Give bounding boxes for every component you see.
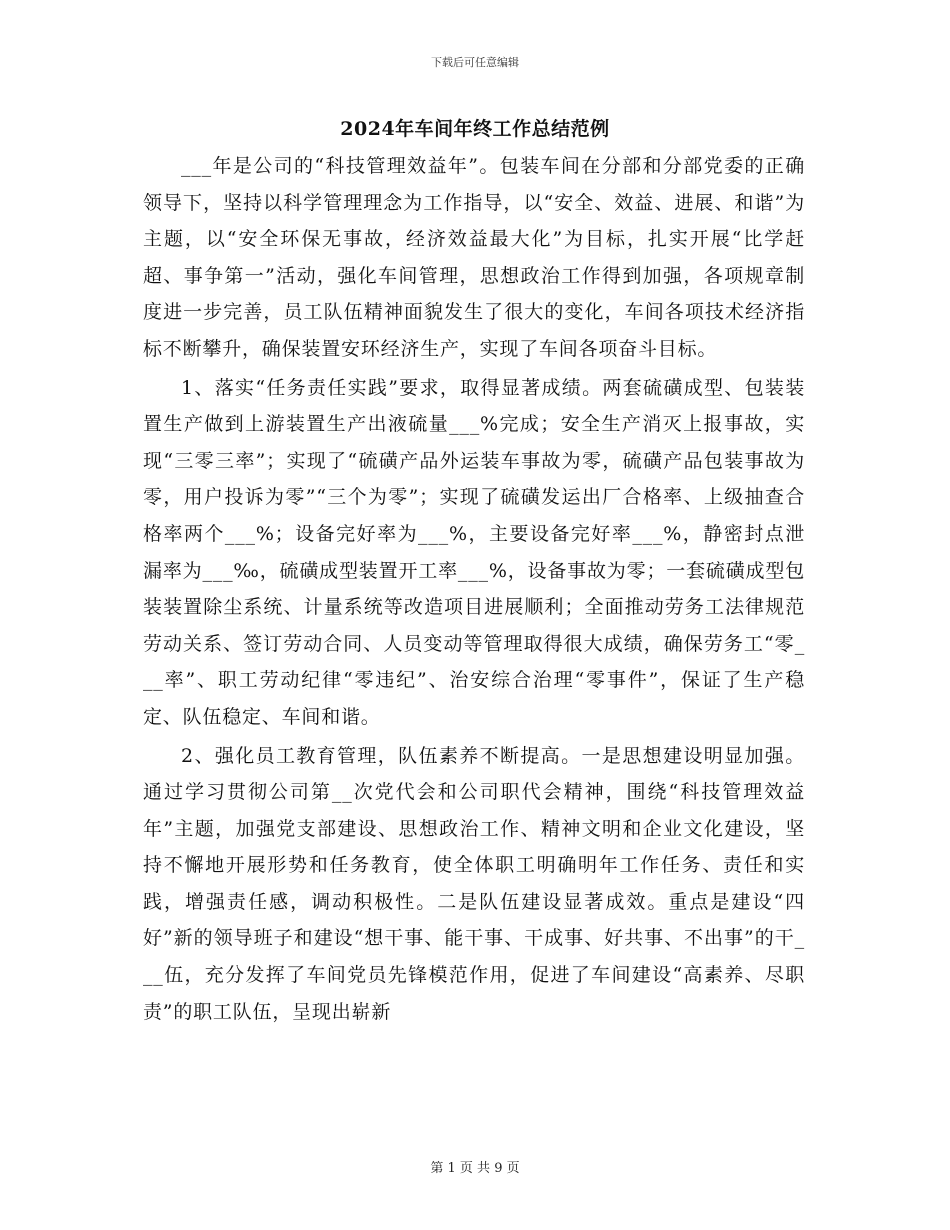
paragraph-section-1: 1、落实“任务责任实践”要求，取得显著成绩。两套硫磺成型、包装装置生产做到上游装置生产出液硫量___%完成；安全生产消灭上报事故，实现“三零三率”；实现了“硫磺产品外运装车事故为零，硫磺产品包装事故为零，用户投诉为零”“三个为零”；实现了硫磺发运出厂合格率、上级抽查合格率两个___%；设备完好率为___%，主要设备完好率___%，静密封点泄漏率为___‰，硫磺成型装置开工率___%，设备事故为零；一套硫磺成型包装装置除尘系统、计量系统等改造项目进展顺利；全面推动劳务工法律规范劳动关系、签订劳动合同、人员变动等管理取得很大成绩，确保劳务工“零___率”、职工劳动纪律“零违纪”、治安综合治理“零事件”，保证了生产稳定、队伍稳定、车间和谐。 [143, 376, 805, 728]
paragraph-intro: ___年是公司的“科技管理效益年”。包装车间在分部和分部党委的正确领导下，坚持以科学管理理念为工作指导，以“安全、效益、进展、和谐”为主题，以“安全环保无事故，经济效益最大化”为目标，扎实开展“比学赶超、事争第一”活动，强化车间管理，思想政治工作得到加强，各项规章制度进一步完善，员工队伍精神面貌发生了很大的变化，车间各项技术经济指标不断攀升，确保装置安环经济生产，实现了车间各项奋斗目标。 [143, 155, 805, 360]
document-body [143, 148, 805, 1032]
page-number: 第 1 页 共 9 页 [430, 1161, 520, 1176]
header-note: 下载后可任意编辑 [431, 56, 519, 69]
document-title: 2024年车间年终工作总结范例 [340, 118, 610, 140]
paragraph-section-2: 2、强化员工教育管理，队伍素养不断提高。一是思想建设明显加强。通过学习贯彻公司第__次党代会和公司职代会精神，围绕“科技管理效益年”主题，加强党支部建设、思想政治工作、精神文明和企业文化建设，坚持不懈地开展形势和任务教育，使全体职工明确明年工作任务、责任和实践，增强责任感，调动积极性。二是队伍建设显著成效。重点是建设“四好”新的领导班子和建设“想干事、能干事、干成事、好共事、不出事”的干___伍，充分发挥了车间党员先锋模范作用，促进了车间建设“高素养、尽职责”的职工队伍，呈现出崭新 [143, 744, 805, 1023]
